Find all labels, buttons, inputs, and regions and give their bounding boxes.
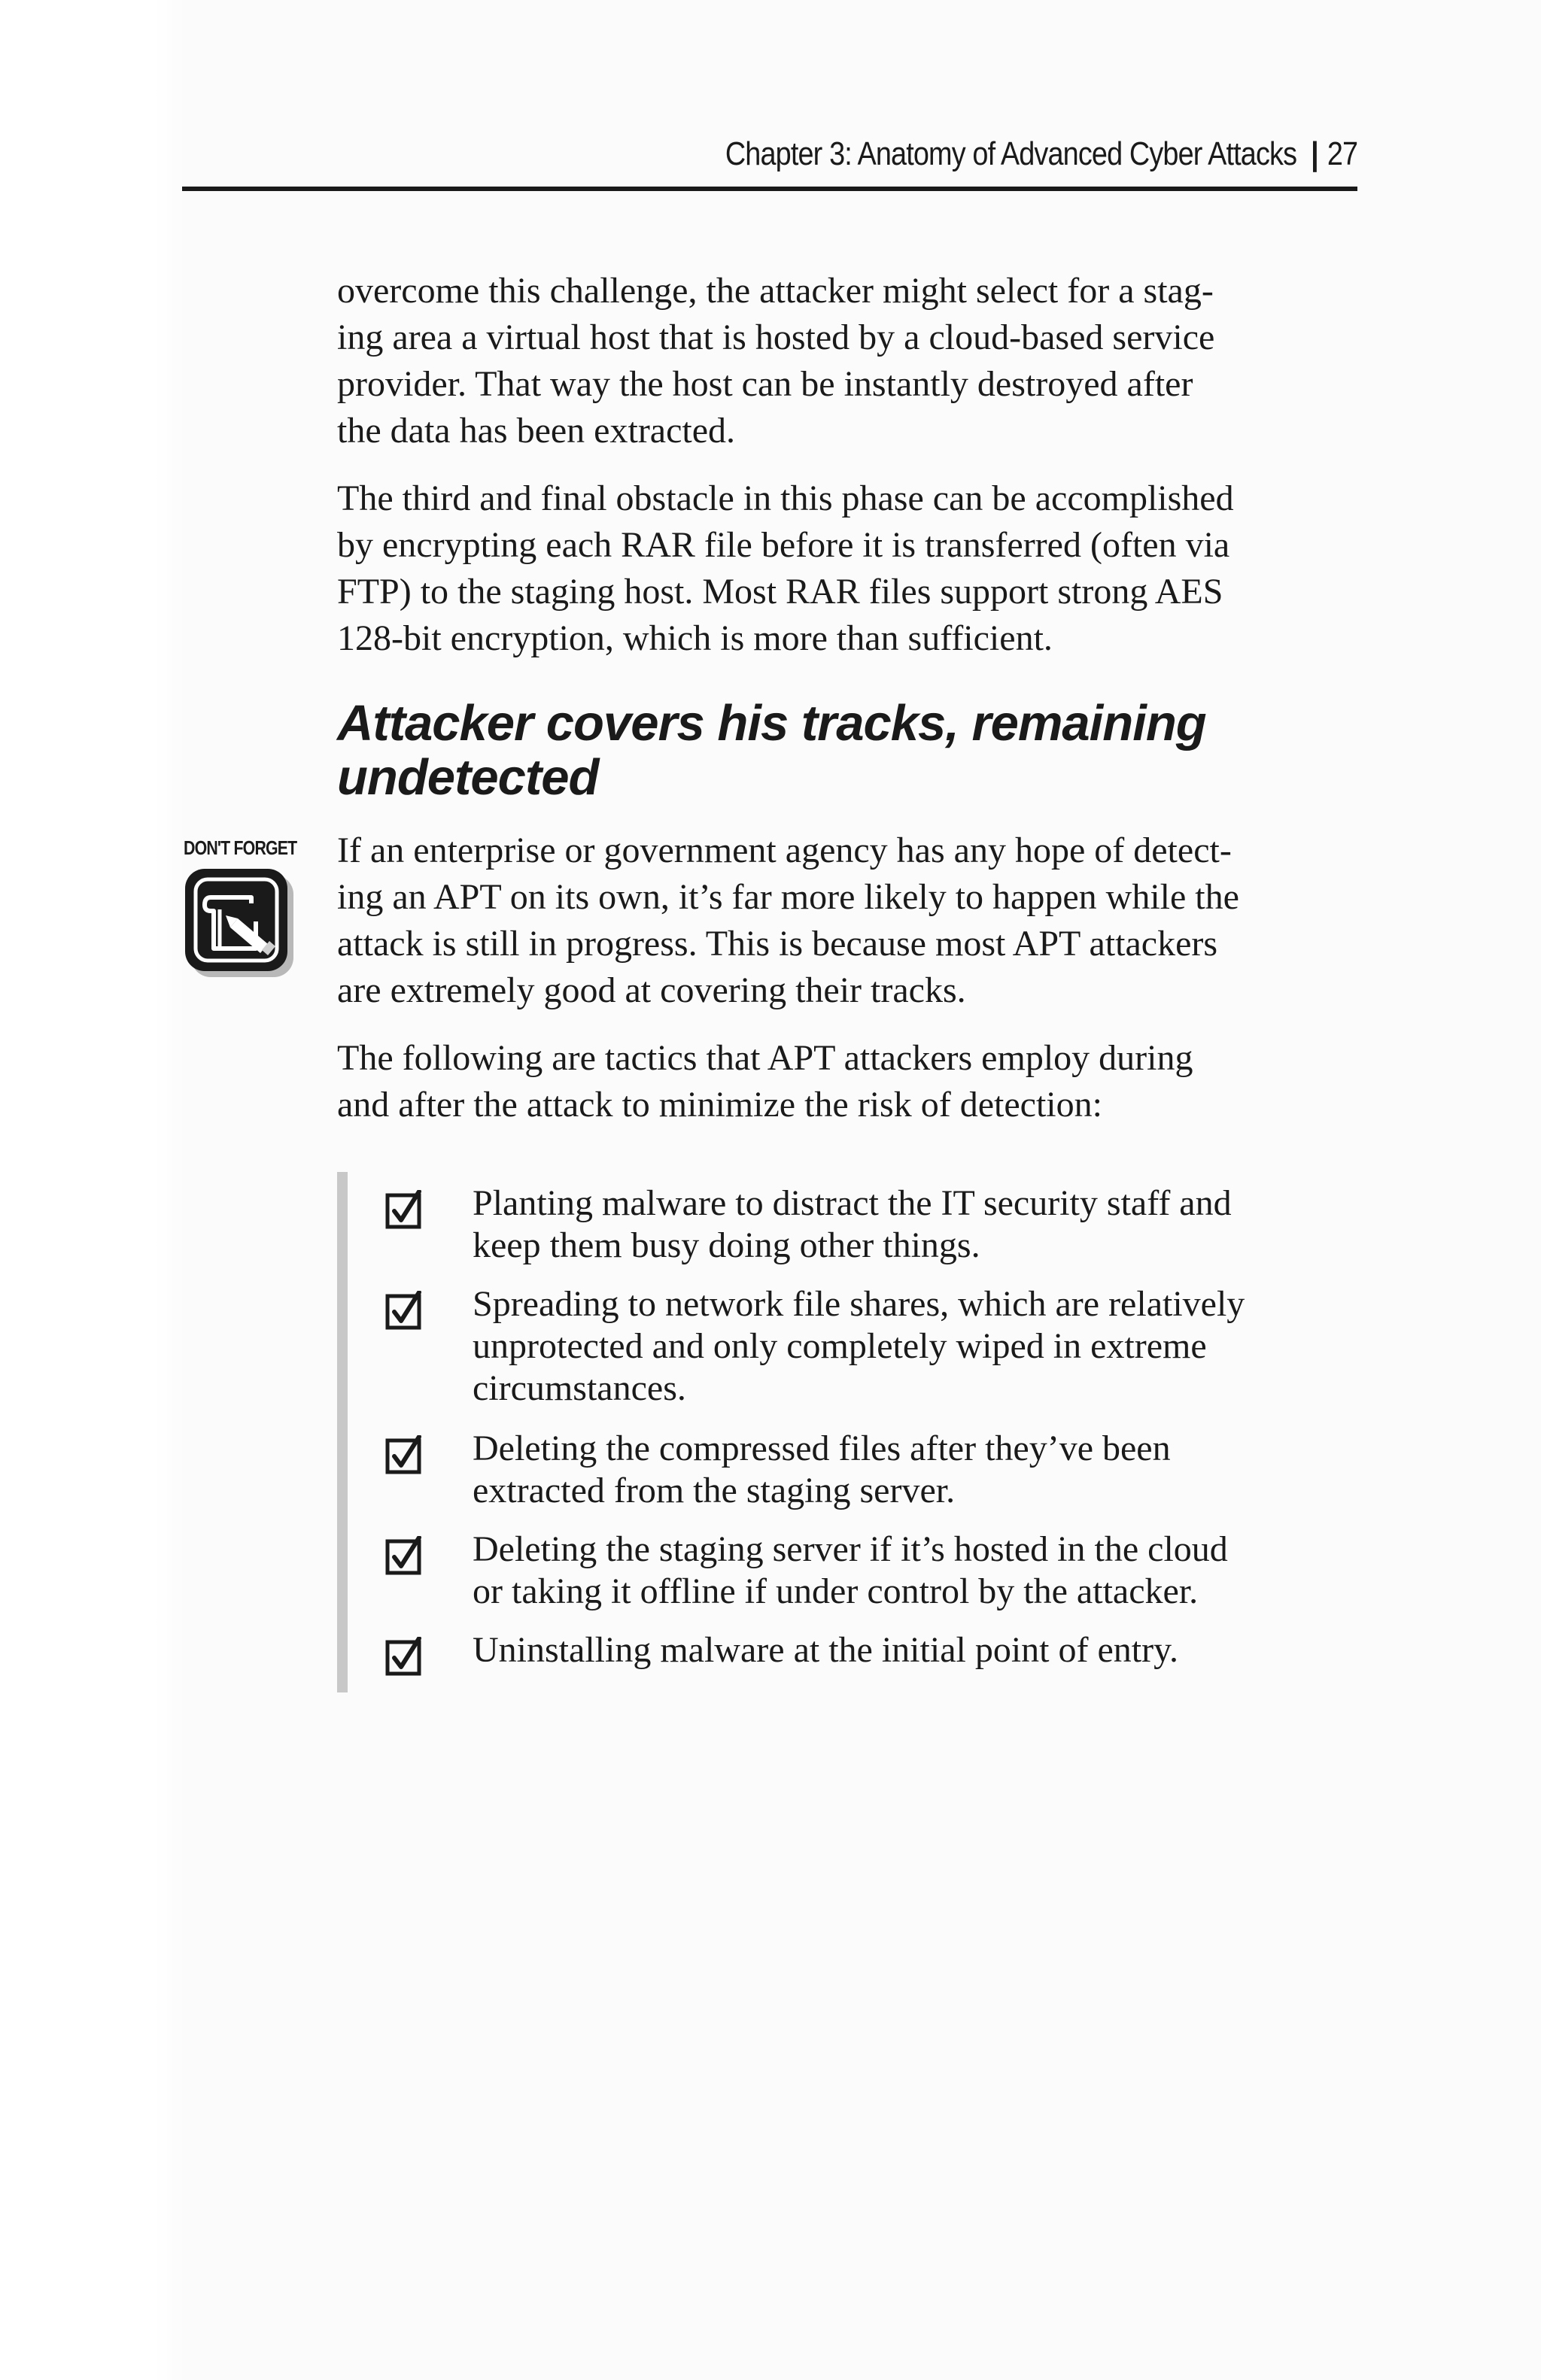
checkbox-checked-icon [385,1435,424,1474]
body-paragraph: The following are tactics that APT attackers employ during and after the attack to minimize the risk of detection: [337,1038,1193,1125]
checkbox-checked-icon [385,1190,424,1229]
page-number: 27 [1327,135,1357,172]
checkbox-checked-icon [385,1291,424,1330]
list-item-text: Deleting the staging server if it’s hosted in the cloud or taking it offline if under control by the attacker. [473,1529,1228,1611]
list-item-text: Deleting the compressed files after they’ve been extracted from the staging server. [473,1428,1171,1510]
running-header [182,129,1357,191]
body-paragraph: The third and final obstacle in this phase can be accomplished by encrypting each RAR file before it is transferred (often via FTP) to the staging host. Most RAR files support strong AES 128-bit encryption, which is more than sufficient. [337,478,1234,658]
main-text-column [337,268,1357,1149]
tactics-checklist [337,1172,1357,1692]
list-item-text: Uninstalling malware at the initial point of entry. [473,1630,1178,1670]
checkbox-checked-icon [385,1536,424,1575]
body-paragraph: overcome this challenge, the attacker might select for a stag- ing area a virtual host that is hosted by a cloud-based service provider. That way the host can be instantly destroyed after the data has been extracted. [337,271,1215,451]
list-item-text: Planting malware to distract the IT security staff and keep them busy doing other things. [473,1183,1232,1265]
section-heading: Attacker covers his tracks, remaining undetected [337,695,1206,806]
dont-forget-icon [184,867,296,980]
checkbox-checked-icon [385,1637,424,1676]
body-paragraph: If an enterprise or government agency has any hope of detect- ing an APT on its own, it’s far more likely to happen while the attack is still in progress. This is because most APT attackers are extremely good at covering their tracks. [337,830,1239,1010]
running-header-text [725,135,1357,173]
chapter-title: Chapter 3: Anatomy of Advanced Cyber Attacks [725,135,1296,172]
list-item-text: Spreading to network file shares, which are relatively unprotected and only completely wiped in extreme circumstances. [473,1284,1245,1408]
checklist-sidebar-bar [337,1172,348,1692]
dont-forget-margin-note [184,836,304,980]
margin-icon-label: DON'T FORGET [184,836,297,859]
header-separator: | [1310,135,1318,172]
